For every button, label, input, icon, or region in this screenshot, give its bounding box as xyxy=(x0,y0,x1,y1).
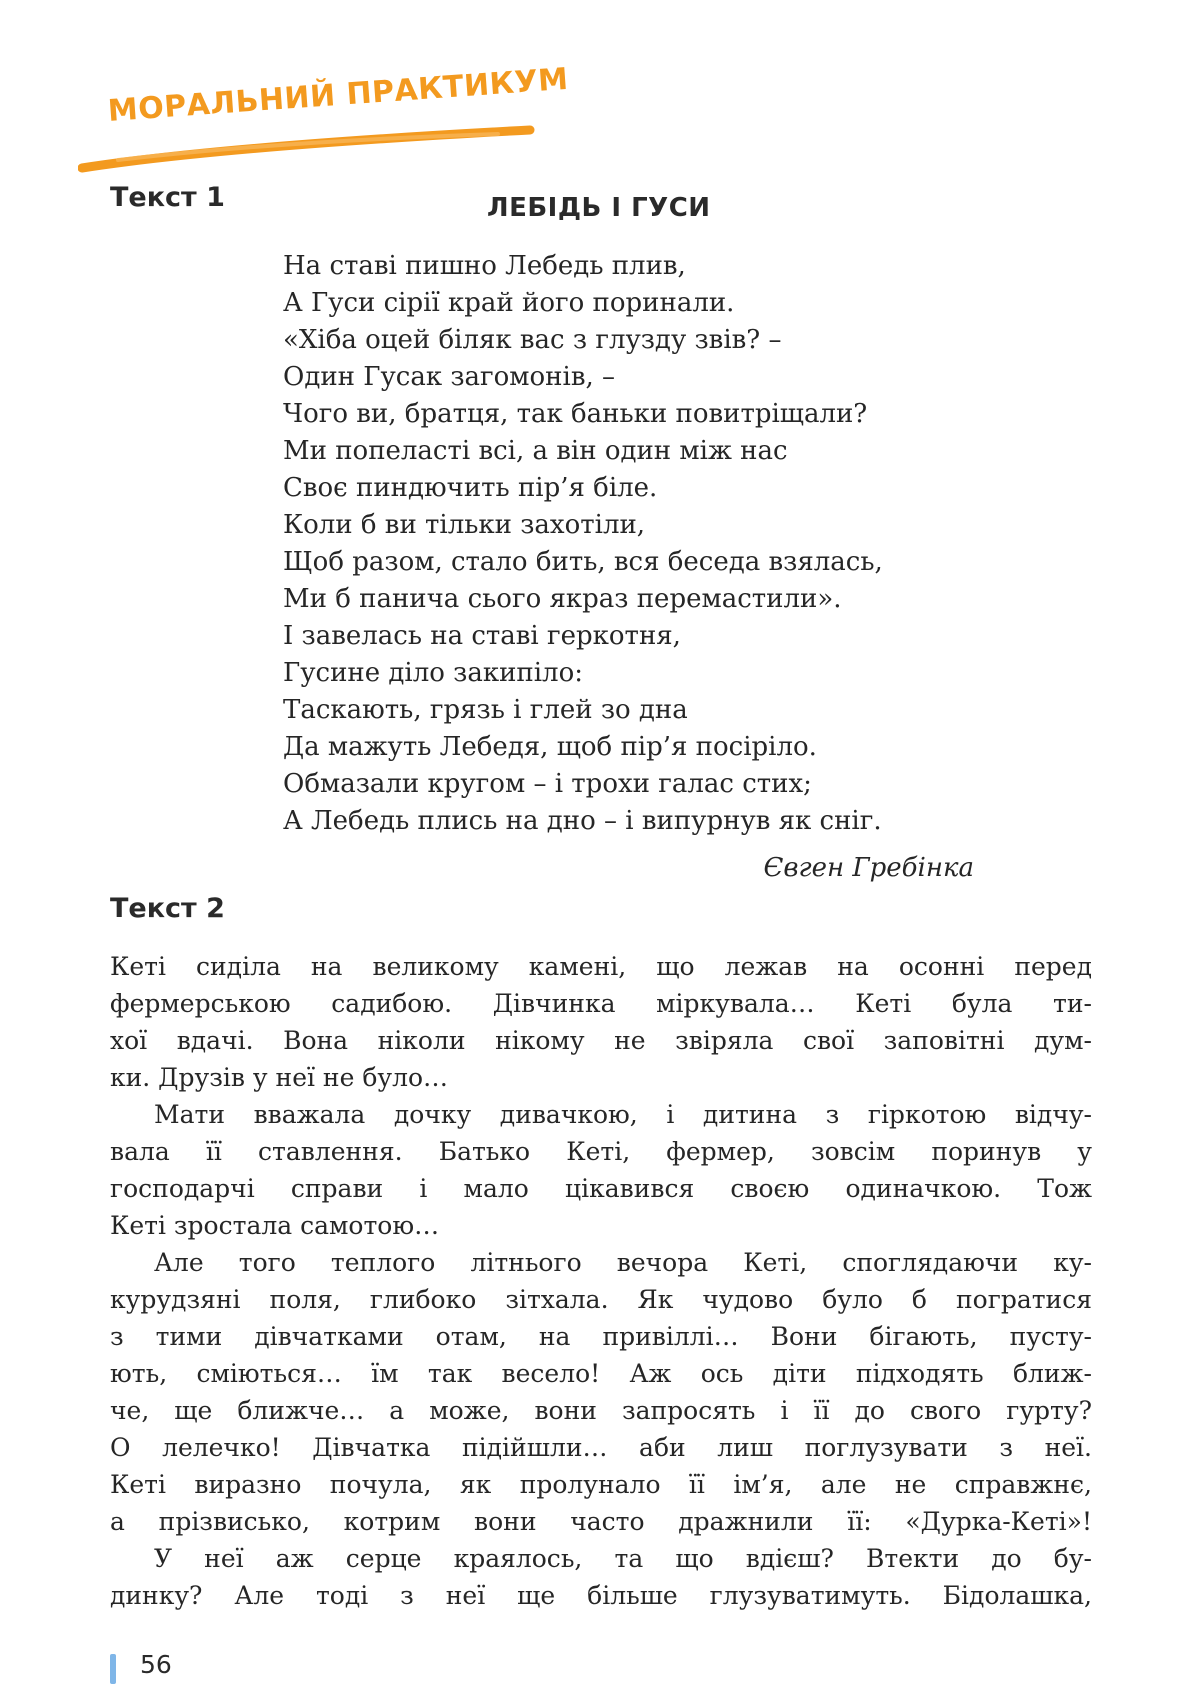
poem-line: Чого ви, братця, так баньки повитріщали? xyxy=(283,399,868,429)
poem-line: Гусине діло закипіло: xyxy=(283,658,583,688)
prose-line: У неї аж серце краялось, та що вдієш? Втекти до бу- xyxy=(154,1544,1092,1573)
poem-line: Ми б панича сього якраз перемастили». xyxy=(283,584,842,614)
poem-line: Щоб разом, стало бить, вся беседа взялась, xyxy=(283,547,883,577)
poem-line: Да мажуть Лебедя, щоб пір’я посіріло. xyxy=(283,732,817,762)
text2-label: Текст 2 xyxy=(110,893,225,924)
poem-line: Обмазали кругом – і трохи галас стих; xyxy=(283,769,812,799)
prose-line: Кеті виразно почула, як пролунало її ім’я, але не справжнє, xyxy=(110,1470,1092,1499)
poem-title: ЛЕБІДЬ І ГУСИ xyxy=(487,193,711,223)
poem-line: А Гуси сірії край його поринали. xyxy=(283,288,735,318)
prose-line: хої вдачі. Вона ніколи нікому не звіряла свої заповітні дум- xyxy=(110,1026,1092,1055)
prose-line: Мати вважала дочку дивачкою, і дитина з гіркотою відчу- xyxy=(154,1100,1092,1129)
poem xyxy=(283,248,883,840)
prose-line: динку? Але тоді з неї ще більше глузуватимуть. Бідолашка, xyxy=(110,1581,1092,1610)
prose-line: Кеті зростала самотою… xyxy=(110,1211,440,1240)
prose-line: фермерською садибою. Дівчинка міркувала… Кеті була ти- xyxy=(110,989,1092,1018)
prose-line: господарчі справи і мало цікавився своєю одиначкою. Тож xyxy=(110,1174,1092,1203)
prose-line: че, ще ближче… а може, вони запросять і її до свого гурту? xyxy=(110,1396,1092,1425)
poem-line: На ставі пишно Лебедь плив, xyxy=(283,251,686,281)
prose-body xyxy=(110,948,1092,1614)
prose-line: Але того теплого літнього вечора Кеті, споглядаючи ку- xyxy=(154,1248,1092,1277)
poem-author: Євген Гребінка xyxy=(763,853,974,883)
section-title: МОРАЛЬНИЙ ПРАКТИКУМ xyxy=(106,61,570,129)
prose-line: а прізвисько, котрим вони часто дражнили її: «Дурка-Кеті»! xyxy=(110,1507,1092,1536)
poem-line: Ми попеласті всі, а він один між нас xyxy=(283,436,788,466)
prose-line: Кеті сиділа на великому камені, що лежав на осонні перед xyxy=(110,952,1092,981)
poem-line: Своє пиндючить пір’я біле. xyxy=(283,473,658,503)
page-number: 56 xyxy=(140,1650,172,1679)
poem-line: «Хіба оцей біляк вас з глузду звів? – xyxy=(283,325,782,355)
poem-line: Таскають, грязь і глей зо дна xyxy=(283,695,688,725)
page-marker-bar xyxy=(110,1654,116,1684)
poem-line: Один Гусак загомонів, – xyxy=(283,362,615,392)
prose-line: курудзяні поля, глибоко зітхала. Як чудово було б погратися xyxy=(110,1285,1092,1314)
poem-line: А Лебедь плись на дно – і випурнув як сніг. xyxy=(283,806,882,836)
prose-line: ки. Друзів у неї не було… xyxy=(110,1063,449,1092)
prose-line: ють, сміються… їм так весело! Аж ось діти підходять ближ- xyxy=(110,1359,1092,1388)
prose-line: вала її ставлення. Батько Кеті, фермер, зовсім поринув у xyxy=(110,1137,1092,1166)
poem-line: І завелась на ставі геркотня, xyxy=(283,621,681,651)
prose-line: з тими дівчатками отам, на привіллі… Вони бігають, пусту- xyxy=(110,1322,1092,1351)
poem-line: Коли б ви тільки захотіли, xyxy=(283,510,646,540)
section-banner xyxy=(78,61,570,180)
text1-label: Текст 1 xyxy=(110,182,225,213)
prose-line: О лелечко! Дівчатка підійшли… аби лиш поглузувати з неї. xyxy=(110,1433,1092,1462)
